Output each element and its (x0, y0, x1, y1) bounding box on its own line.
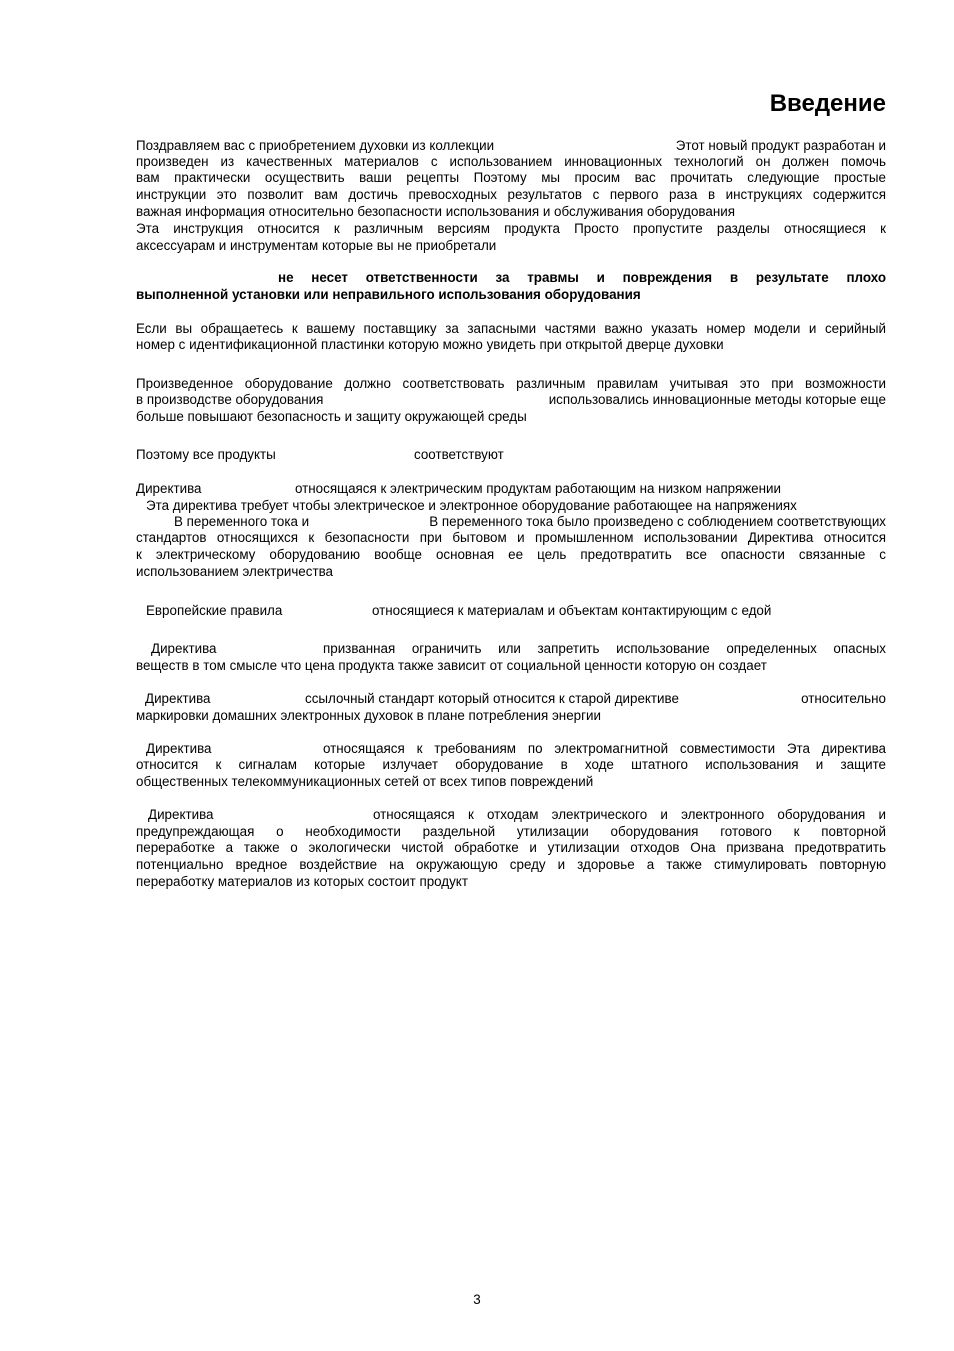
directive-text: относящаяся к требованиям по электромагнитной совместимости Эта директива (323, 741, 886, 756)
spare-parts-line: номер с идентификационной пластинки которую можно увидеть при открытой дверце духовки (136, 337, 724, 352)
directive-lv-line: использованием электричества (136, 564, 333, 579)
directive-lv-line: Эта директива требует чтобы электрическое и электронное оборудование работающее на напряжениях (146, 498, 797, 513)
directive-emc-line: общественных телекоммуникационных сетей от всех типов повреждений (136, 774, 594, 789)
directive-weee-line: переработку материалов из которых состоит продукт (136, 874, 468, 889)
directive-label: Директива (151, 641, 217, 656)
intro-line: произведен из качественных материалов с использованием инновационных технологий он должен помочь (136, 154, 886, 169)
page-number: 3 (473, 1292, 481, 1307)
intro-line: Эта инструкция относится к различным версиям продукта Просто пропустите разделы относящиеся к (136, 221, 886, 236)
intro-line: важная информация относительно безопасности использования и обслуживания оборудования (136, 204, 735, 219)
page-title: Введение (769, 90, 886, 117)
directive-label: Директива (148, 807, 214, 822)
directive-lv-line: стандартов относящихся к безопасности при бытовом и промышленном использовании Директива относится (136, 530, 886, 545)
spare-parts-line: Если вы обращаетесь к вашему поставщику за запасными частями важно указать номер модели и серийный (136, 321, 886, 336)
directive-text: относительно (801, 691, 886, 706)
directive-lv-line: к электрическому оборудованию вообще основная ее цель предотвратить все опасности связанные с (136, 547, 886, 562)
intro-line: вам практически осуществить ваши рецепты Поэтому мы просим вас прочитать следующие простые (136, 170, 886, 185)
directive-lv-line (136, 481, 886, 497)
directive-label: Директива (146, 741, 212, 756)
directive-rohs-line: веществ в том смысле что цена продукта также зависит от социальной ценности которую он создает (136, 658, 767, 673)
directive-weee-line: переработке а также о экологически чистой обработке и утилизации отходов Она призвана предотвратить (136, 840, 886, 855)
regulations-line (136, 392, 886, 408)
food-contact-text: Европейские правила (146, 603, 283, 618)
intro-text: Этот новый продукт разработан и (675, 138, 886, 153)
directive-label: Директива (145, 691, 211, 706)
compliance-text: соответствуют (414, 447, 504, 462)
intro-text: Поздравляем вас с приобретением духовки из коллекции (136, 138, 495, 153)
directive-text: В переменного тока было произведено с соблюдением соответствующих (429, 514, 886, 529)
directive-weee-line: предупреждающая о необходимости раздельной утилизации оборудования готового к повторной (136, 824, 886, 839)
directive-energy-line: маркировки домашних электронных духовок в плане потребления энергии (136, 708, 601, 723)
intro-line: инструкции это позволит вам достичь превосходных результатов с первого раза в инструкциях содержится (136, 187, 886, 202)
regulations-text: в производстве оборудования (136, 392, 324, 407)
disclaimer-line: выполненной установки или неправильного использования оборудования (136, 287, 641, 302)
directive-text: относящаяся к отходам электрического и электронного оборудования и (373, 807, 886, 822)
disclaimer-line: не несет ответственности за травмы и повреждения в результате плохо (278, 270, 886, 285)
intro-line (136, 138, 886, 154)
directive-weee-line: потенциально вредное воздействие на окружающую среду и здоровье а также стимулировать повторную (136, 857, 886, 872)
compliance-line (136, 447, 886, 463)
regulations-line: больше повышают безопасность и защиту окружающей среды (136, 409, 527, 424)
directive-label: Директива (136, 481, 202, 496)
food-contact-text: относящиеся к материалам и объектам контактирующим с едой (372, 603, 772, 618)
regulations-text: использовались инновационные методы которые еще (548, 392, 886, 407)
directive-emc-line: относится к сигналам которые излучает оборудование в ходе штатного использования и защите (136, 757, 886, 772)
directive-text: ссылочный стандарт который относится к старой директиве (305, 691, 679, 706)
directive-text: относящаяся к электрическим продуктам работающим на низком напряжении (295, 481, 781, 496)
directive-text: В переменного тока и (174, 514, 310, 529)
regulations-line: Произведенное оборудование должно соответствовать различным правилам учитывая это при возможности (136, 376, 886, 391)
compliance-text: Поэтому все продукты (136, 447, 276, 462)
directive-text: призванная ограничить или запретить использование определенных опасных (323, 641, 886, 656)
intro-line: аксессуарам и инструментам которые вы не приобретали (136, 238, 497, 253)
